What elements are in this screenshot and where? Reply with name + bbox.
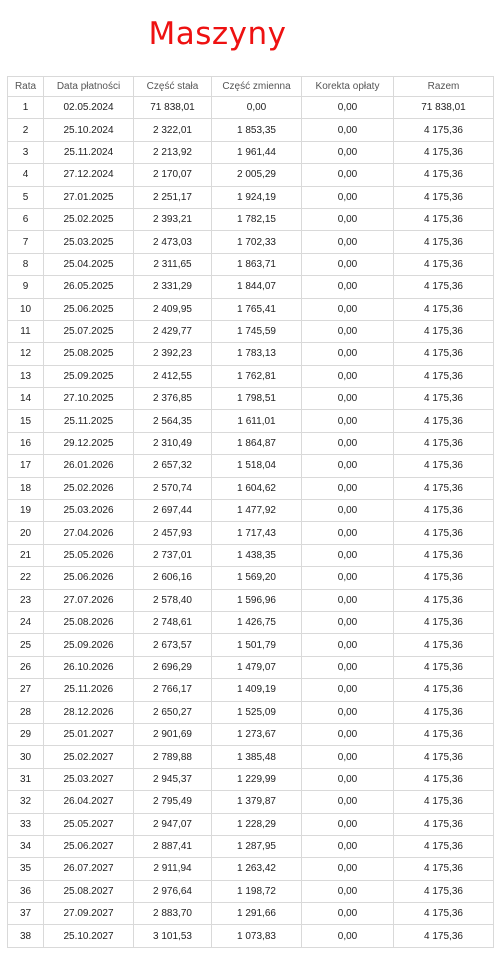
- cell-variable-part: 1 717,43: [212, 522, 302, 544]
- cell-date: 25.08.2025: [44, 343, 134, 365]
- cell-rata: 15: [8, 410, 44, 432]
- cell-variable-part: 1 273,67: [212, 723, 302, 745]
- cell-variable-part: 1 426,75: [212, 611, 302, 633]
- cell-date: 25.08.2027: [44, 880, 134, 902]
- cell-fixed-part: 2 697,44: [134, 500, 212, 522]
- cell-fixed-part: 2 393,21: [134, 208, 212, 230]
- table-row: [8, 858, 494, 880]
- page-title: Maszyny: [148, 16, 287, 52]
- cell-total: 4 175,36: [394, 880, 494, 902]
- cell-total: 4 175,36: [394, 567, 494, 589]
- table-row: [8, 231, 494, 253]
- cell-fee-correction: 0,00: [302, 253, 394, 275]
- header-czesc-zmienna: Część zmienna: [212, 77, 302, 97]
- cell-rata: 3: [8, 141, 44, 163]
- cell-variable-part: 1 228,29: [212, 813, 302, 835]
- cell-variable-part: 1 569,20: [212, 567, 302, 589]
- cell-date: 26.01.2026: [44, 455, 134, 477]
- cell-date: 25.04.2025: [44, 253, 134, 275]
- cell-date: 27.12.2024: [44, 164, 134, 186]
- cell-fixed-part: 2 883,70: [134, 903, 212, 925]
- cell-fee-correction: 0,00: [302, 791, 394, 813]
- cell-rata: 29: [8, 723, 44, 745]
- cell-date: 27.01.2025: [44, 186, 134, 208]
- cell-variable-part: 1 844,07: [212, 276, 302, 298]
- cell-fixed-part: 2 251,17: [134, 186, 212, 208]
- cell-rata: 14: [8, 388, 44, 410]
- cell-fee-correction: 0,00: [302, 298, 394, 320]
- table-row: [8, 477, 494, 499]
- table-row: [8, 432, 494, 454]
- cell-variable-part: 1 745,59: [212, 320, 302, 342]
- cell-rata: 17: [8, 455, 44, 477]
- cell-fixed-part: 2 606,16: [134, 567, 212, 589]
- table-row: [8, 522, 494, 544]
- table-row: [8, 455, 494, 477]
- table-row: [8, 925, 494, 947]
- cell-rata: 16: [8, 432, 44, 454]
- cell-date: 25.01.2027: [44, 723, 134, 745]
- cell-variable-part: 1 863,71: [212, 253, 302, 275]
- table-row: [8, 186, 494, 208]
- cell-fixed-part: 2 213,92: [134, 141, 212, 163]
- cell-variable-part: 1 525,09: [212, 701, 302, 723]
- cell-variable-part: 1 782,15: [212, 208, 302, 230]
- cell-variable-part: 1 409,19: [212, 679, 302, 701]
- table-row: [8, 388, 494, 410]
- cell-rata: 28: [8, 701, 44, 723]
- cell-variable-part: 1 961,44: [212, 141, 302, 163]
- cell-variable-part: 1 379,87: [212, 791, 302, 813]
- cell-variable-part: 1 501,79: [212, 634, 302, 656]
- payment-schedule-table: [7, 76, 494, 948]
- cell-rata: 20: [8, 522, 44, 544]
- cell-date: 02.05.2024: [44, 97, 134, 119]
- table-row: [8, 253, 494, 275]
- cell-variable-part: 1 853,35: [212, 119, 302, 141]
- cell-total: 4 175,36: [394, 813, 494, 835]
- cell-total: 4 175,36: [394, 343, 494, 365]
- cell-fee-correction: 0,00: [302, 388, 394, 410]
- cell-variable-part: 1 229,99: [212, 768, 302, 790]
- cell-fixed-part: 2 673,57: [134, 634, 212, 656]
- cell-fixed-part: 2 457,93: [134, 522, 212, 544]
- table-row: [8, 320, 494, 342]
- cell-fee-correction: 0,00: [302, 768, 394, 790]
- cell-fixed-part: 2 170,07: [134, 164, 212, 186]
- cell-variable-part: 1 263,42: [212, 858, 302, 880]
- table-row: [8, 567, 494, 589]
- cell-fee-correction: 0,00: [302, 455, 394, 477]
- cell-variable-part: 1 438,35: [212, 544, 302, 566]
- cell-rata: 6: [8, 208, 44, 230]
- table-row: [8, 746, 494, 768]
- cell-fee-correction: 0,00: [302, 320, 394, 342]
- cell-fixed-part: 2 392,23: [134, 343, 212, 365]
- cell-fixed-part: 2 766,17: [134, 679, 212, 701]
- cell-rata: 10: [8, 298, 44, 320]
- cell-total: 4 175,36: [394, 231, 494, 253]
- cell-rata: 13: [8, 365, 44, 387]
- cell-fixed-part: 2 376,85: [134, 388, 212, 410]
- cell-fee-correction: 0,00: [302, 746, 394, 768]
- cell-fee-correction: 0,00: [302, 141, 394, 163]
- cell-fee-correction: 0,00: [302, 723, 394, 745]
- cell-date: 25.08.2026: [44, 611, 134, 633]
- cell-fixed-part: 2 409,95: [134, 298, 212, 320]
- cell-fixed-part: 3 101,53: [134, 925, 212, 947]
- cell-fee-correction: 0,00: [302, 500, 394, 522]
- cell-rata: 31: [8, 768, 44, 790]
- cell-date: 25.11.2026: [44, 679, 134, 701]
- cell-total: 71 838,01: [394, 97, 494, 119]
- cell-total: 4 175,36: [394, 119, 494, 141]
- cell-fee-correction: 0,00: [302, 432, 394, 454]
- table-row: [8, 544, 494, 566]
- cell-variable-part: 1 798,51: [212, 388, 302, 410]
- cell-fee-correction: 0,00: [302, 231, 394, 253]
- cell-total: 4 175,36: [394, 522, 494, 544]
- table-row: [8, 208, 494, 230]
- cell-variable-part: 1 291,66: [212, 903, 302, 925]
- header-rata: Rata: [8, 77, 44, 97]
- header-razem: Razem: [394, 77, 494, 97]
- table-row: [8, 634, 494, 656]
- cell-rata: 35: [8, 858, 44, 880]
- cell-fixed-part: 2 650,27: [134, 701, 212, 723]
- cell-rata: 9: [8, 276, 44, 298]
- table-header: [8, 77, 494, 97]
- cell-fee-correction: 0,00: [302, 656, 394, 678]
- cell-fee-correction: 0,00: [302, 186, 394, 208]
- cell-rata: 38: [8, 925, 44, 947]
- cell-date: 25.03.2027: [44, 768, 134, 790]
- cell-total: 4 175,36: [394, 858, 494, 880]
- cell-date: 25.02.2026: [44, 477, 134, 499]
- cell-fixed-part: 2 795,49: [134, 791, 212, 813]
- cell-total: 4 175,36: [394, 186, 494, 208]
- cell-fixed-part: 2 322,01: [134, 119, 212, 141]
- cell-fee-correction: 0,00: [302, 119, 394, 141]
- cell-fee-correction: 0,00: [302, 813, 394, 835]
- cell-rata: 7: [8, 231, 44, 253]
- cell-fixed-part: 2 748,61: [134, 611, 212, 633]
- cell-date: 25.09.2026: [44, 634, 134, 656]
- cell-total: 4 175,36: [394, 701, 494, 723]
- cell-total: 4 175,36: [394, 455, 494, 477]
- cell-total: 4 175,36: [394, 432, 494, 454]
- table-row: [8, 410, 494, 432]
- cell-fee-correction: 0,00: [302, 903, 394, 925]
- cell-fixed-part: 2 911,94: [134, 858, 212, 880]
- cell-fixed-part: 2 570,74: [134, 477, 212, 499]
- cell-fixed-part: 2 901,69: [134, 723, 212, 745]
- cell-total: 4 175,36: [394, 320, 494, 342]
- cell-fee-correction: 0,00: [302, 522, 394, 544]
- header-data-platnosci: Data płatności: [44, 77, 134, 97]
- cell-total: 4 175,36: [394, 791, 494, 813]
- cell-total: 4 175,36: [394, 835, 494, 857]
- cell-variable-part: 1 198,72: [212, 880, 302, 902]
- table-row: [8, 276, 494, 298]
- cell-fee-correction: 0,00: [302, 365, 394, 387]
- cell-rata: 32: [8, 791, 44, 813]
- cell-date: 25.02.2025: [44, 208, 134, 230]
- cell-total: 4 175,36: [394, 679, 494, 701]
- cell-fee-correction: 0,00: [302, 589, 394, 611]
- cell-variable-part: 1 479,07: [212, 656, 302, 678]
- cell-date: 25.09.2025: [44, 365, 134, 387]
- cell-date: 26.05.2025: [44, 276, 134, 298]
- header-row: [8, 77, 494, 97]
- cell-variable-part: 1 702,33: [212, 231, 302, 253]
- cell-variable-part: 1 604,62: [212, 477, 302, 499]
- table-row: [8, 97, 494, 119]
- cell-date: 25.07.2025: [44, 320, 134, 342]
- cell-total: 4 175,36: [394, 141, 494, 163]
- cell-total: 4 175,36: [394, 589, 494, 611]
- table-row: [8, 343, 494, 365]
- cell-rata: 24: [8, 611, 44, 633]
- table-row: [8, 656, 494, 678]
- cell-fee-correction: 0,00: [302, 679, 394, 701]
- cell-total: 4 175,36: [394, 723, 494, 745]
- cell-fee-correction: 0,00: [302, 343, 394, 365]
- cell-fee-correction: 0,00: [302, 634, 394, 656]
- cell-date: 25.05.2027: [44, 813, 134, 835]
- cell-total: 4 175,36: [394, 544, 494, 566]
- cell-variable-part: 1 762,81: [212, 365, 302, 387]
- cell-fixed-part: 2 578,40: [134, 589, 212, 611]
- cell-fee-correction: 0,00: [302, 410, 394, 432]
- cell-total: 4 175,36: [394, 365, 494, 387]
- cell-variable-part: 1 073,83: [212, 925, 302, 947]
- cell-rata: 19: [8, 500, 44, 522]
- cell-fixed-part: 2 887,41: [134, 835, 212, 857]
- cell-fee-correction: 0,00: [302, 925, 394, 947]
- cell-total: 4 175,36: [394, 611, 494, 633]
- cell-fee-correction: 0,00: [302, 97, 394, 119]
- cell-fixed-part: 2 311,65: [134, 253, 212, 275]
- cell-total: 4 175,36: [394, 388, 494, 410]
- cell-variable-part: 1 924,19: [212, 186, 302, 208]
- cell-rata: 4: [8, 164, 44, 186]
- cell-variable-part: 0,00: [212, 97, 302, 119]
- table-row: [8, 791, 494, 813]
- cell-date: 25.10.2024: [44, 119, 134, 141]
- table-row: [8, 164, 494, 186]
- cell-fixed-part: 2 737,01: [134, 544, 212, 566]
- cell-total: 4 175,36: [394, 208, 494, 230]
- header-korekta-oplaty: Korekta opłaty: [302, 77, 394, 97]
- table-row: [8, 500, 494, 522]
- table-row: [8, 903, 494, 925]
- cell-fee-correction: 0,00: [302, 858, 394, 880]
- cell-fixed-part: 2 331,29: [134, 276, 212, 298]
- cell-total: 4 175,36: [394, 253, 494, 275]
- cell-fee-correction: 0,00: [302, 208, 394, 230]
- cell-fee-correction: 0,00: [302, 276, 394, 298]
- cell-fee-correction: 0,00: [302, 477, 394, 499]
- table-row: [8, 701, 494, 723]
- cell-fixed-part: 2 429,77: [134, 320, 212, 342]
- cell-date: 26.04.2027: [44, 791, 134, 813]
- cell-fixed-part: 2 564,35: [134, 410, 212, 432]
- cell-date: 29.12.2025: [44, 432, 134, 454]
- cell-date: 25.05.2026: [44, 544, 134, 566]
- cell-variable-part: 1 596,96: [212, 589, 302, 611]
- table-row: [8, 768, 494, 790]
- cell-date: 27.04.2026: [44, 522, 134, 544]
- cell-fixed-part: 2 473,03: [134, 231, 212, 253]
- cell-date: 25.06.2027: [44, 835, 134, 857]
- cell-variable-part: 1 287,95: [212, 835, 302, 857]
- cell-fee-correction: 0,00: [302, 567, 394, 589]
- cell-fixed-part: 2 657,32: [134, 455, 212, 477]
- cell-variable-part: 1 864,87: [212, 432, 302, 454]
- cell-total: 4 175,36: [394, 410, 494, 432]
- cell-rata: 25: [8, 634, 44, 656]
- cell-rata: 2: [8, 119, 44, 141]
- table-row: [8, 880, 494, 902]
- table-row: [8, 365, 494, 387]
- table-row: [8, 813, 494, 835]
- cell-fixed-part: 2 412,55: [134, 365, 212, 387]
- table-row: [8, 679, 494, 701]
- cell-rata: 22: [8, 567, 44, 589]
- cell-variable-part: 1 783,13: [212, 343, 302, 365]
- cell-fee-correction: 0,00: [302, 701, 394, 723]
- table-row: [8, 119, 494, 141]
- cell-total: 4 175,36: [394, 768, 494, 790]
- cell-fixed-part: 2 976,64: [134, 880, 212, 902]
- cell-date: 25.11.2025: [44, 410, 134, 432]
- cell-fee-correction: 0,00: [302, 880, 394, 902]
- cell-rata: 21: [8, 544, 44, 566]
- cell-date: 26.07.2027: [44, 858, 134, 880]
- cell-total: 4 175,36: [394, 164, 494, 186]
- cell-total: 4 175,36: [394, 500, 494, 522]
- header-czesc-stala: Część stała: [134, 77, 212, 97]
- cell-rata: 12: [8, 343, 44, 365]
- cell-date: 25.06.2025: [44, 298, 134, 320]
- cell-rata: 8: [8, 253, 44, 275]
- cell-fixed-part: 2 310,49: [134, 432, 212, 454]
- cell-rata: 5: [8, 186, 44, 208]
- table-row: [8, 611, 494, 633]
- cell-total: 4 175,36: [394, 746, 494, 768]
- cell-date: 27.07.2026: [44, 589, 134, 611]
- cell-rata: 27: [8, 679, 44, 701]
- cell-total: 4 175,36: [394, 925, 494, 947]
- cell-date: 25.06.2026: [44, 567, 134, 589]
- cell-rata: 18: [8, 477, 44, 499]
- cell-fixed-part: 71 838,01: [134, 97, 212, 119]
- table-row: [8, 141, 494, 163]
- cell-date: 25.11.2024: [44, 141, 134, 163]
- cell-fixed-part: 2 789,88: [134, 746, 212, 768]
- cell-variable-part: 1 477,92: [212, 500, 302, 522]
- cell-rata: 37: [8, 903, 44, 925]
- cell-total: 4 175,36: [394, 477, 494, 499]
- cell-total: 4 175,36: [394, 634, 494, 656]
- cell-fee-correction: 0,00: [302, 164, 394, 186]
- cell-variable-part: 1 518,04: [212, 455, 302, 477]
- cell-rata: 23: [8, 589, 44, 611]
- cell-date: 25.03.2026: [44, 500, 134, 522]
- cell-rata: 1: [8, 97, 44, 119]
- table-row: [8, 723, 494, 745]
- table-body: [8, 97, 494, 948]
- table-row: [8, 835, 494, 857]
- cell-variable-part: 1 765,41: [212, 298, 302, 320]
- cell-rata: 33: [8, 813, 44, 835]
- cell-fee-correction: 0,00: [302, 611, 394, 633]
- cell-fee-correction: 0,00: [302, 835, 394, 857]
- cell-date: 27.09.2027: [44, 903, 134, 925]
- cell-date: 25.02.2027: [44, 746, 134, 768]
- cell-fixed-part: 2 945,37: [134, 768, 212, 790]
- cell-fixed-part: 2 696,29: [134, 656, 212, 678]
- cell-date: 26.10.2026: [44, 656, 134, 678]
- cell-date: 28.12.2026: [44, 701, 134, 723]
- cell-total: 4 175,36: [394, 276, 494, 298]
- cell-total: 4 175,36: [394, 656, 494, 678]
- cell-date: 27.10.2025: [44, 388, 134, 410]
- table-row: [8, 298, 494, 320]
- cell-fee-correction: 0,00: [302, 544, 394, 566]
- cell-rata: 11: [8, 320, 44, 342]
- cell-rata: 26: [8, 656, 44, 678]
- cell-rata: 34: [8, 835, 44, 857]
- cell-total: 4 175,36: [394, 298, 494, 320]
- cell-rata: 30: [8, 746, 44, 768]
- cell-variable-part: 1 385,48: [212, 746, 302, 768]
- table-row: [8, 589, 494, 611]
- cell-date: 25.03.2025: [44, 231, 134, 253]
- cell-date: 25.10.2027: [44, 925, 134, 947]
- cell-variable-part: 2 005,29: [212, 164, 302, 186]
- cell-rata: 36: [8, 880, 44, 902]
- cell-fixed-part: 2 947,07: [134, 813, 212, 835]
- cell-variable-part: 1 611,01: [212, 410, 302, 432]
- cell-total: 4 175,36: [394, 903, 494, 925]
